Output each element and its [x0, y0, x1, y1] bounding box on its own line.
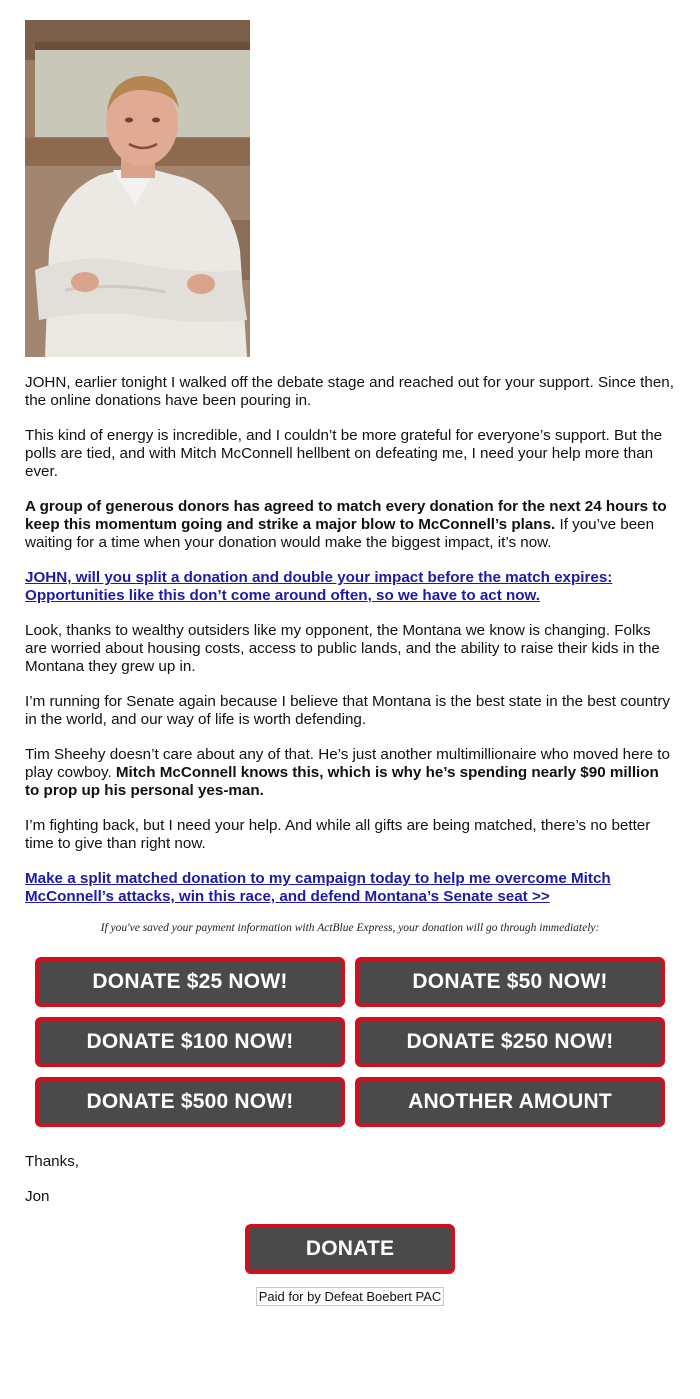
- intro-paragraph: JOHN, earlier tonight I walked off the debate stage and reached out for your support. Since then, the online donations have been pouring in.: [25, 374, 674, 409]
- donate-50-button[interactable]: DONATE $50 NOW!: [355, 957, 665, 1007]
- donation-button-grid: [35, 957, 675, 1127]
- split-donation-link-paragraph: [25, 569, 675, 605]
- disclaimer-row: [25, 1287, 675, 1306]
- actblue-express-note: If you've saved your payment information with ActBlue Express, your donation will go through immediately:: [100, 922, 600, 934]
- email-body: [25, 20, 675, 1306]
- fighting-back-paragraph: I’m fighting back, but I need your help. And while all gifts are being matched, there’s no better time to give than right now.: [25, 817, 651, 852]
- running-paragraph: I’m running for Senate again because I believe that Montana is the best state in the best country in the world, and our way of life is worth defending.: [25, 693, 671, 728]
- energy-paragraph: This kind of energy is incredible, and I couldn’t be more grateful for everyone’s support. But the polls are tied, and with Mitch McConnell hellbent on defeating me, I need your help more than ever.: [25, 427, 663, 480]
- donate-500-button[interactable]: DONATE $500 NOW!: [35, 1077, 345, 1127]
- match-rest-text: If you’ve been waiting for a time when your donation would make the biggest impact, it’s now.: [25, 516, 655, 551]
- mcconnell-bold-text: Mitch McConnell knows this, which is why he’s spending nearly $90 million to prop up his personal yes-man.: [25, 764, 659, 799]
- split-donation-link[interactable]: JOHN, will you split a donation and double your impact before the match expires: Opportunities like this don’t come around often, so we have to act now.: [25, 569, 613, 604]
- donate-100-button[interactable]: DONATE $100 NOW!: [35, 1017, 345, 1067]
- candidate-photo: [25, 20, 250, 357]
- thanks-text: Thanks,: [25, 1153, 80, 1170]
- donate-25-button[interactable]: DONATE $25 NOW!: [35, 957, 345, 1007]
- match-bold-text: A group of generous donors has agreed to match every donation for the next 24 hours to keep this momentum going and strike a major blow to McConnell’s plans.: [25, 498, 667, 533]
- another-amount-button[interactable]: ANOTHER AMOUNT: [355, 1077, 665, 1127]
- donate-button-row: [25, 1224, 675, 1274]
- montana-changing-paragraph: Look, thanks to wealthy outsiders like my opponent, the Montana we know is changing. Folks are worried about housing costs, access to public lands, and the ability to raise their kids in the Montana they grew up in.: [25, 622, 660, 675]
- matched-donation-link-paragraph: [25, 870, 675, 906]
- donate-250-button[interactable]: DONATE $250 NOW!: [355, 1017, 665, 1067]
- sheehy-text: Tim Sheehy doesn’t care about any of that. He’s just another multimillionaire who moved here to play cowboy.: [25, 746, 670, 781]
- candidate-portrait-photo-icon: [25, 20, 250, 357]
- signature: Jon: [25, 1188, 50, 1205]
- sheehy-paragraph: [25, 746, 675, 800]
- matched-donation-link[interactable]: Make a split matched donation to my campaign today to help me overcome Mitch McConnell’s attacks, win this race, and defend Montana’s Senate seat >>: [25, 870, 611, 905]
- match-paragraph: [25, 498, 675, 552]
- paid-for-disclaimer: Paid for by Defeat Boebert PAC: [256, 1287, 445, 1306]
- donate-button[interactable]: DONATE: [245, 1224, 455, 1274]
